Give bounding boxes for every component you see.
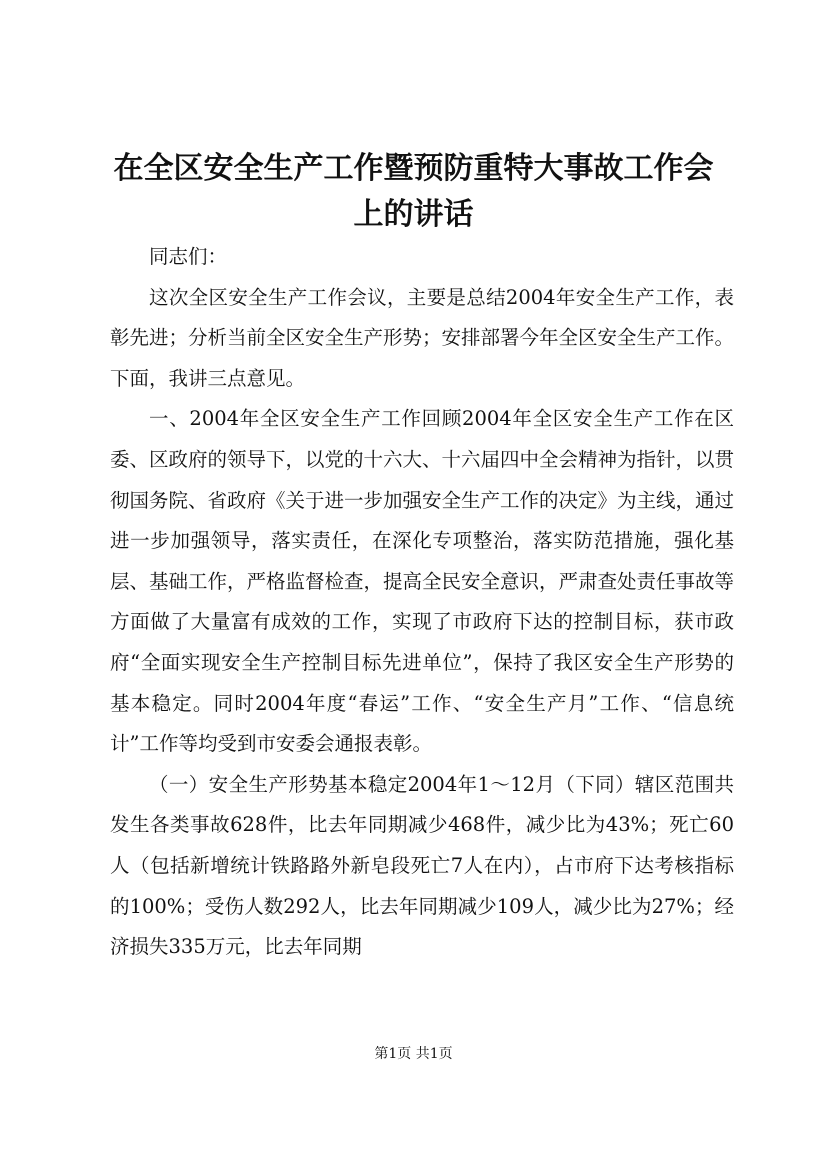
paragraph-review: 一、2004年全区安全生产工作回顾2004年全区安全生产工作在区委、区政府的领导下，以党的十六大、十六届四中全会精神为指针，以贯彻国务院、省政府《关于进一步加强安全生产工作的决定》为主线，通过进一步加强领导，落实责任，在深化专项整治，落实防范措施，强化基层、基础工作，严格监督检查，提高全民安全意识，严肃查处责任事故等方面做了大量富有成效的工作，实现了市政府下达的控制目标，获市政府“全面实现安全生产控制目标先进单位”，保持了我区安全生产形势的基本稳定。同时2004年度“春运”工作、“安全生产月”工作、“信息统计”工作等均受到市安委会通报表彰。: [110, 407, 735, 756]
page-footer: 第1页 共1页: [374, 1046, 453, 1062]
document-body: [110, 237, 734, 968]
document-title: 在全区安全生产工作暨预防重特大事故工作会上的讲话: [113, 151, 714, 232]
paragraph-stability: （一）安全生产形势基本稳定2004年1～12月（下同）辖区范围共发生各类事故628件，比去年同期减少468件，减少比为43%；死亡60人（包括新增统计铁路路外新皂段死亡7人在内），占市府下达考核指标的100%；受伤人数292人，比去年同期减少109人，减少比为27%；经济损失335万元，比去年同期: [110, 772, 734, 959]
salutation: 同志们：: [149, 245, 228, 268]
paragraph-intro: 这次全区安全生产工作会议，主要是总结2004年安全生产工作，表彰先进；分析当前全区安全生产形势；安排部署今年全区安全生产工作。下面，我讲三点意见。: [110, 285, 735, 390]
